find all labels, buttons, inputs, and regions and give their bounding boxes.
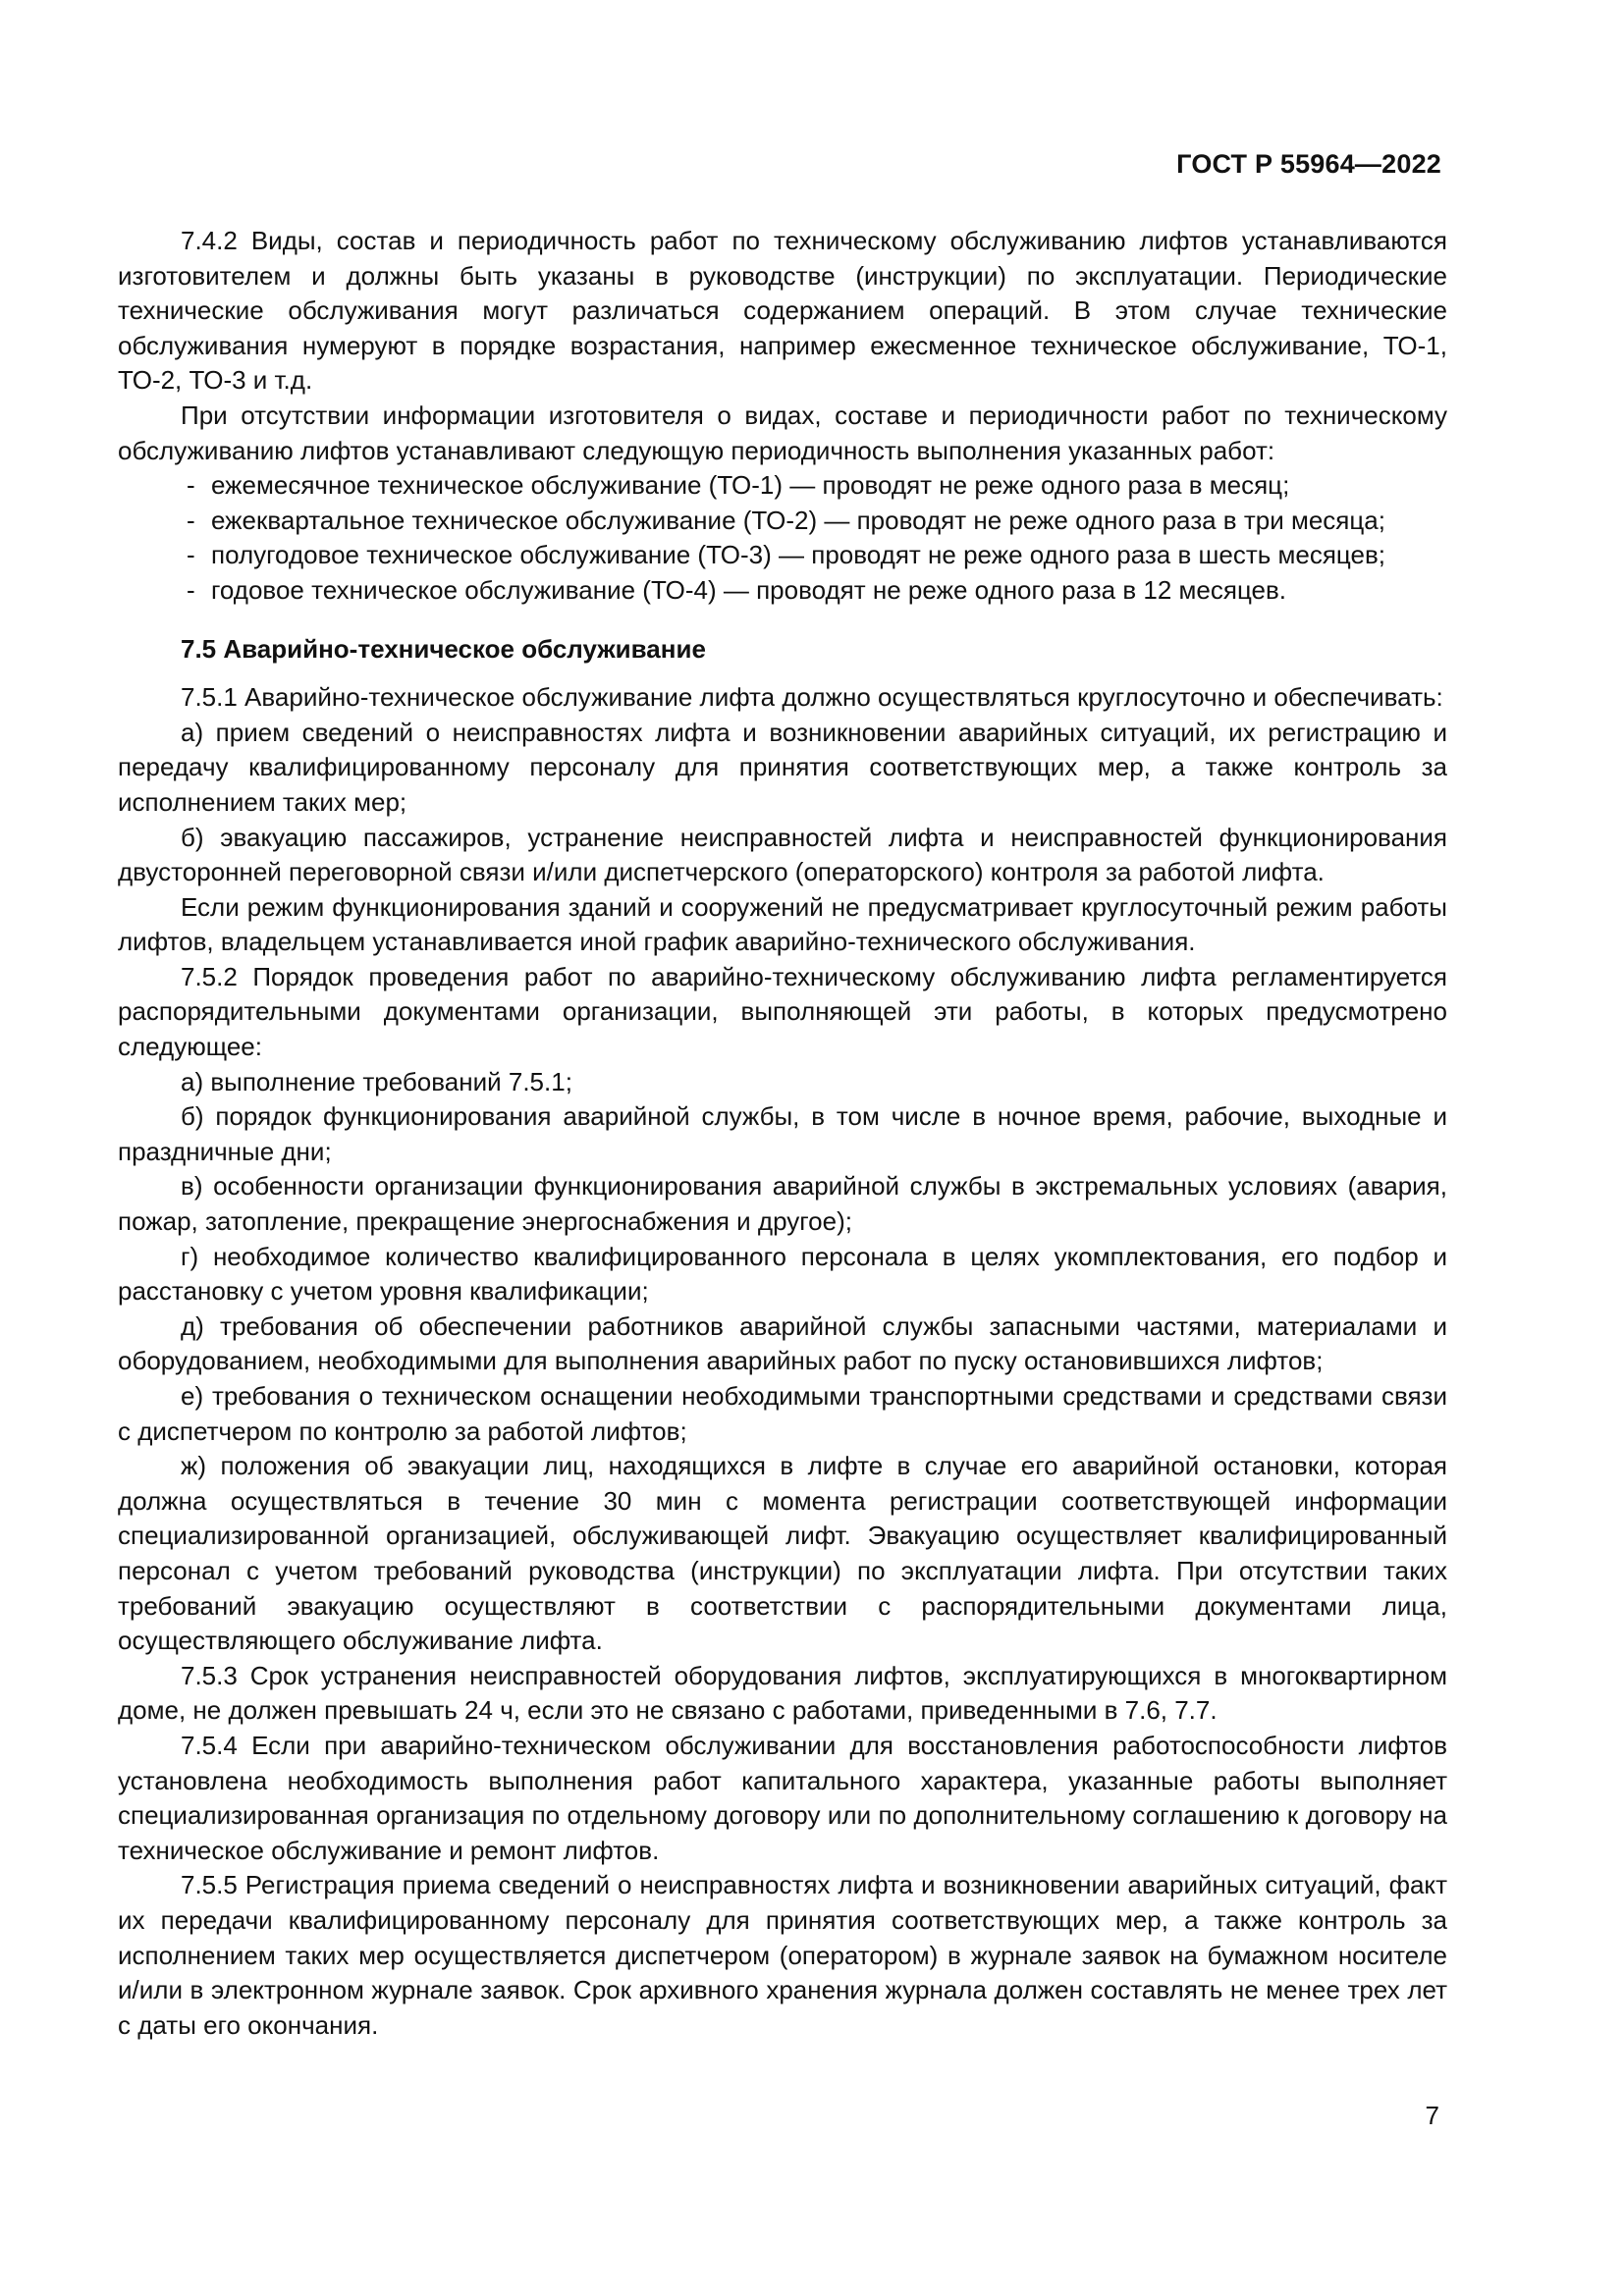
list-item — [118, 504, 1447, 539]
paragraph-default-periodicity: При отсутствии информации изготовителя о видах, составе и периодичности работ по техническому обслуживанию лифтов устанавливают следующую периодичность выполнения указанных работ: — [118, 400, 1447, 465]
list-dash: - — [187, 505, 195, 535]
document-code-header: ГОСТ Р 55964—2022 — [1176, 149, 1441, 179]
section-heading-7-5: 7.5 Аварийно-техническое обслуживание — [181, 633, 706, 664]
paragraph: д) требования об обеспечении работников аварийной службы запасными частями, материалами и оборудованием, необходимыми для выполнения аварийных работ по пуску остановившихся лифтов; — [118, 1310, 1447, 1376]
section-7-5-body — [118, 680, 1447, 2043]
paragraph-7-4-2: 7.4.2 Виды, состав и периодичность работ по техническому обслуживанию лифтов устанавливаются изготовителем и должны быть указаны в руководстве (инструкции) по эксплуатации. Периодические технические обслуживания могут различаться содержанием операций. В этом случае технические обслуживания нумеруют в порядке возрастания, например ежесменное техническое обслуживание, ТО-1, ТО-2, ТО-3 и т.д. — [118, 226, 1447, 396]
paragraph: 7.5.2 Порядок проведения работ по аварийно-техническому обслуживанию лифта регламентируется распорядительными документами организации, выполняющей эти работы, в которых предусмотрено следующее: — [118, 961, 1447, 1062]
paragraph: а) выполнение требований 7.5.1; — [181, 1066, 572, 1096]
paragraph: 7.5.1 Аварийно-техническое обслуживание лифта должно осуществляться круглосуточно и обеспечивать: — [181, 682, 1443, 713]
list-item — [118, 538, 1447, 573]
paragraph: 7.5.4 Если при аварийно-техническом обслуживании для восстановления работоспособности лифтов установлена необходимость выполнения работ капитального характера, указанные работы выполняет специализированная организация по отдельному договору или по дополнительному соглашению к договору на техническое обслуживание и ремонт лифтов. — [118, 1730, 1447, 1865]
maintenance-periodicity-list — [118, 468, 1447, 608]
list-item — [118, 468, 1447, 504]
paragraph: в) особенности организации функционирования аварийной службы в экстремальных условиях (авария, пожар, затопление, прекращение энергоснабжения и другое); — [118, 1171, 1447, 1237]
list-dash: - — [187, 540, 195, 570]
page-number: 7 — [1425, 2101, 1439, 2130]
paragraph: б) эвакуацию пассажиров, устранение неисправностей лифта и неисправностей функционирования двусторонней переговорной связи и/или диспетчерского (операторского) контроля за работой лифта. — [118, 822, 1447, 887]
list-item-text: полугодовое техническое обслуживание (ТО-3) — проводят не реже одного раза в шесть месяцев; — [211, 540, 1386, 570]
paragraph: б) порядок функционирования аварийной службы, в том числе в ночное время, рабочие, выходные и праздничные дни; — [118, 1101, 1447, 1166]
paragraph: а) прием сведений о неисправностях лифта и возникновении аварийных ситуаций, их регистрацию и передачу квалифицированному персоналу для принятия соответствующих мер, а также контроль за исполнением таких мер; — [118, 717, 1447, 817]
paragraph: г) необходимое количество квалифицированного персонала в целях укомплектования, его подбор и расстановку с учетом уровня квалификации; — [118, 1241, 1447, 1307]
paragraph: Если режим функционирования зданий и сооружений не предусматривает круглосуточный режим работы лифтов, владельцем устанавливается иной график аварийно-технического обслуживания. — [118, 891, 1447, 957]
list-dash: - — [187, 574, 195, 605]
paragraph: е) требования о техническом оснащении необходимыми транспортными средствами и средствами связи с диспетчером по контролю за работой лифтов; — [118, 1381, 1447, 1446]
list-item — [118, 573, 1447, 609]
page-content — [118, 224, 1447, 2043]
list-item-text: ежеквартальное техническое обслуживание (ТО-2) — проводят не реже одного раза в три месяца; — [211, 505, 1385, 535]
paragraph: 7.5.3 Срок устранения неисправностей оборудования лифтов, эксплуатирующихся в многоквартирном доме, не должен превышать 24 ч, если это не связано с работами, приведенными в 7.6, 7.7. — [118, 1660, 1447, 1726]
list-item-text: годовое техническое обслуживание (ТО-4) — проводят не реже одного раза в 12 месяцев. — [211, 574, 1287, 605]
list-item-text: ежемесячное техническое обслуживание (ТО-1) — проводят не реже одного раза в месяц; — [211, 470, 1290, 501]
list-dash: - — [187, 470, 195, 501]
paragraph: ж) положения об эвакуации лиц, находящихся в лифте в случае его аварийной остановки, которая должна осуществляться в течение 30 мин с момента регистрации соответствующей информации специализированной организацией, обслуживающей лифт. Эвакуацию осуществляет квалифицированный персонал с учетом требований руководства (инструкции) по эксплуатации лифта. При отсутствии таких требований эвакуацию осуществляют в соответствии с распорядительными документами лица, осуществляющего обслуживание лифта. — [118, 1451, 1447, 1656]
paragraph: 7.5.5 Регистрация приема сведений о неисправностях лифта и возникновении аварийных ситуаций, факт их передачи квалифицированному персоналу для принятия соответствующих мер, а также контроль за исполнением таких мер осуществляется диспетчером (оператором) в журнале заявок на бумажном носителе и/или в электронном журнале заявок. Срок архивного хранения журнала должен составлять не менее трех лет с даты его окончания. — [118, 1870, 1447, 2040]
